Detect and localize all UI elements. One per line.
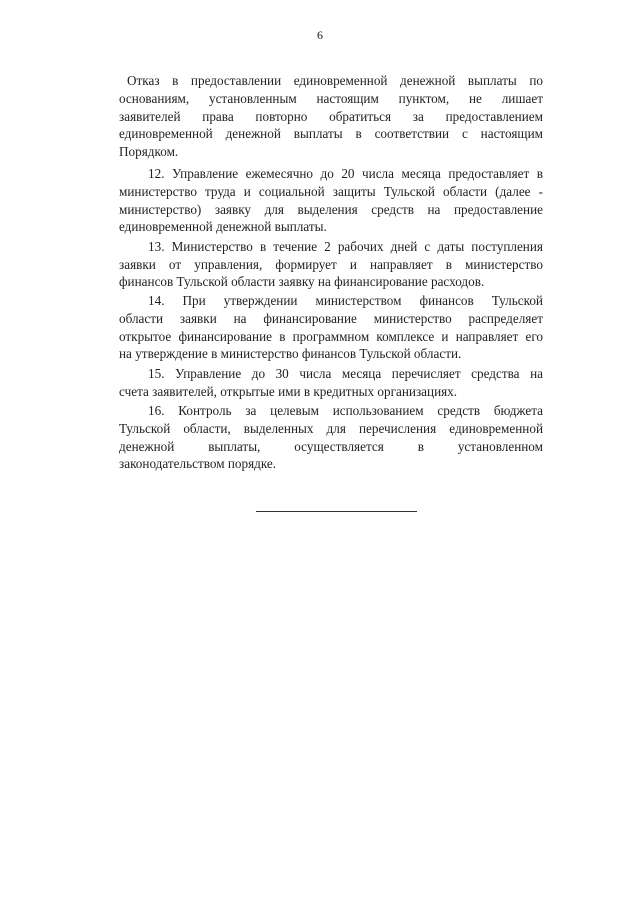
text-line: заявки от управления, формирует и направляет в министерство <box>119 257 543 272</box>
text-line: Порядком. <box>119 144 179 159</box>
text-line: 12. Управление ежемесячно до 20 числа месяца предоставляет в <box>148 166 543 181</box>
text-line: области заявки на финансирование министерство распределяет <box>119 311 543 326</box>
text-line: 15. Управление до 30 числа месяца перечисляет средства на <box>148 366 543 381</box>
text-line: министерство) заявку для выделения средств на предоставление <box>119 202 543 217</box>
text-line: Отказ в предоставлении единовременной денежной выплаты по <box>127 73 543 88</box>
text-line: министерство труда и социальной защиты Тульской области (далее - <box>119 184 543 199</box>
page-number: 6 <box>317 28 323 42</box>
text-line: 13. Министерство в течение 2 рабочих дней с даты поступления <box>148 239 543 254</box>
text-line: основаниям, установленным настоящим пунктом, не лишает <box>119 91 543 106</box>
text-line: 16. Контроль за целевым использованием средств бюджета <box>148 403 543 418</box>
text-line: единовременной денежной выплаты в соответствии с настоящим <box>119 126 543 141</box>
text-line: финансов Тульской области заявку на финансирование расходов. <box>119 274 485 289</box>
text-line: денежной выплаты, осуществляется в установленном <box>119 439 543 454</box>
text-line: законодательством порядке. <box>119 456 277 471</box>
closing-separator-line <box>256 511 417 512</box>
text-line: открытое финансирование в программном комплексе и направляет его <box>119 329 543 344</box>
text-line: заявителей права повторно обратиться за предоставлением <box>119 109 543 124</box>
text-line: счета заявителей, открытые ими в кредитных организациях. <box>119 384 458 399</box>
text-line: 14. При утверждении министерством финансов Тульской <box>148 293 543 308</box>
text-line: Тульской области, выделенных для перечисления единовременной <box>119 421 543 436</box>
text-line: единовременной денежной выплаты. <box>119 219 327 234</box>
text-line: на утверждение в министерство финансов Тульской области. <box>119 346 462 361</box>
